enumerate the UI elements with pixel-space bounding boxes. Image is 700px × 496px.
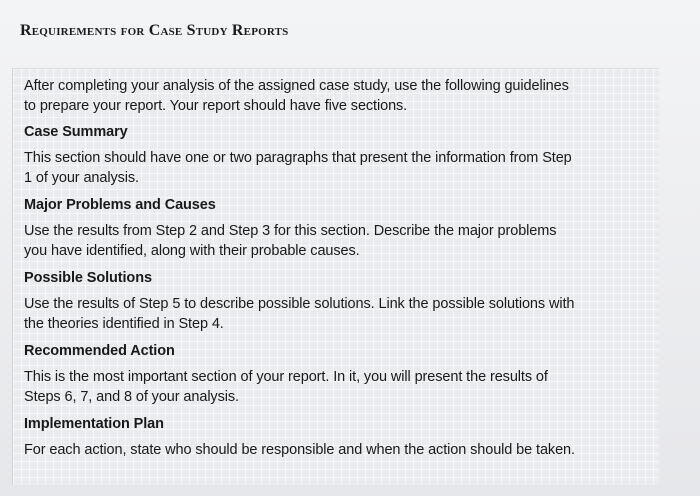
section-body-line: Use the results from Step 2 and Step 3 for this section. Describe the major problems <box>24 223 557 239</box>
section-body-line: you have identified, along with their probable causes. <box>24 243 360 259</box>
intro-line: to prepare your report. Your report should have five sections. <box>24 98 408 114</box>
section-heading-implementation-plan: Implementation Plan <box>24 416 164 432</box>
intro-line: After completing your analysis of the assigned case study, use the following guidelines <box>24 78 569 94</box>
document-title: Requirements for Case Study Reports <box>20 22 289 39</box>
section-heading-major-problems: Major Problems and Causes <box>24 197 216 213</box>
section-body-line: 1 of your analysis. <box>24 170 139 186</box>
section-body-line: Use the results of Step 5 to describe possible solutions. Link the possible solutions with <box>24 296 575 312</box>
section-body-line: For each action, state who should be responsible and when the action should be taken. <box>24 442 575 458</box>
section-heading-possible-solutions: Possible Solutions <box>24 270 152 286</box>
section-body-line: the theories identified in Step 4. <box>24 316 224 332</box>
section-body-line: Steps 6, 7, and 8 of your analysis. <box>24 389 239 405</box>
section-body-line: This section should have one or two paragraphs that present the information from Step <box>24 150 572 166</box>
section-heading-case-summary: Case Summary <box>24 124 128 140</box>
section-body-line: This is the most important section of your report. In it, you will present the results of <box>24 369 548 385</box>
section-heading-recommended-action: Recommended Action <box>24 343 175 359</box>
